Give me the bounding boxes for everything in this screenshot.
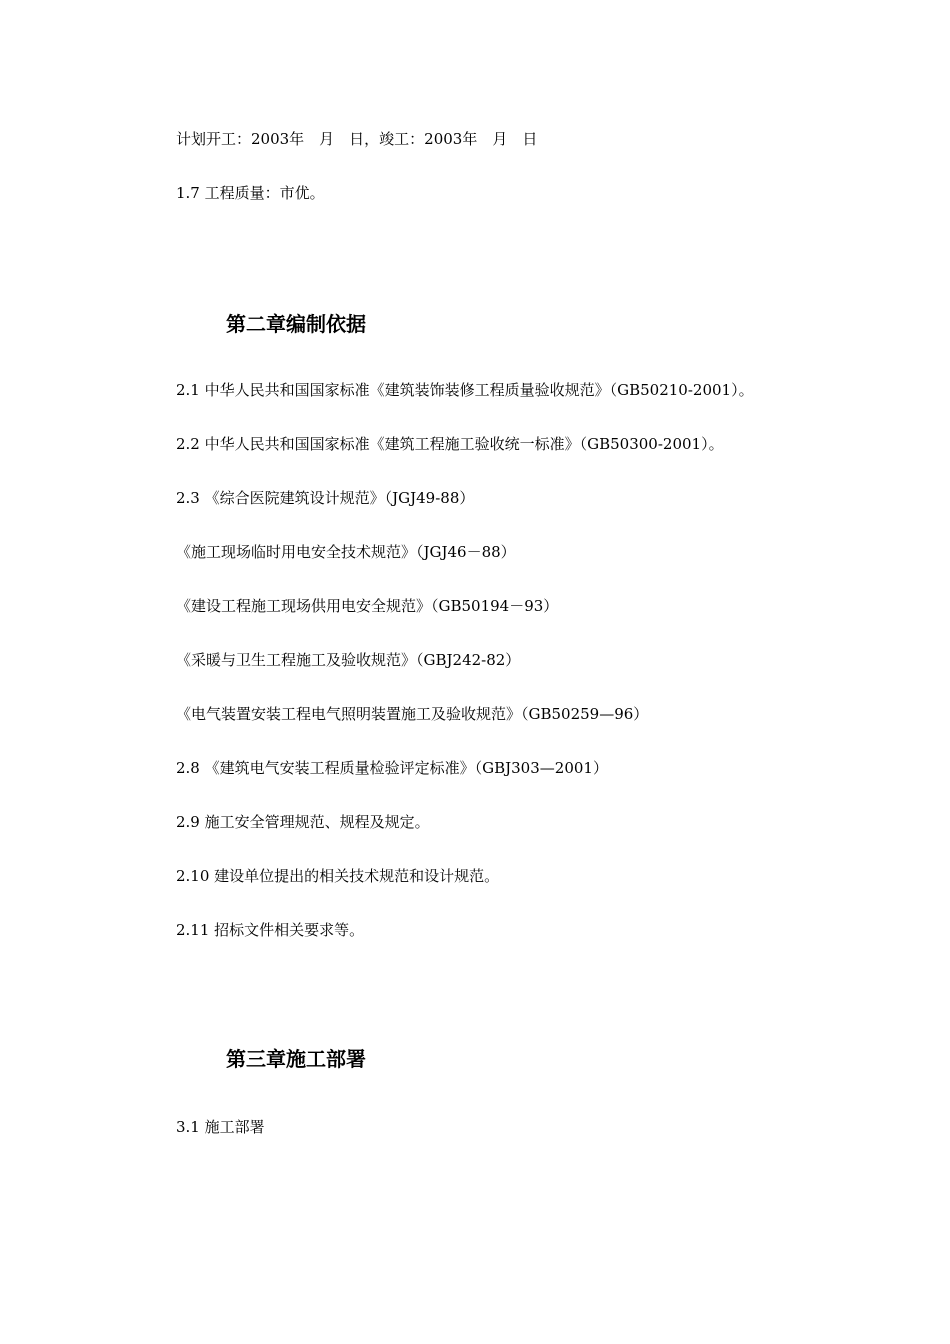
quality-line: 1.7 工程质量：市优。: [176, 184, 325, 202]
chapter-2-heading: 第二章编制依据: [226, 312, 366, 336]
chapter-2-item: 《施工现场临时用电安全技术规范》（JGJ46－88）: [176, 543, 516, 561]
chapter-2-item: 2.9 施工安全管理规范、规程及规定。: [176, 813, 430, 831]
chapter-2-item: 2.11 招标文件相关要求等。: [176, 921, 365, 939]
chapter-2-item: 2.2 中华人民共和国国家标准《建筑工程施工验收统一标准》（GB50300-2001）。: [176, 435, 724, 453]
chapter-2-item: 2.3 《综合医院建筑设计规范》（JGJ49-88）: [176, 489, 475, 507]
chapter-2-item: 《建设工程施工现场供用电安全规范》（GB50194－93）: [176, 597, 559, 615]
chapter-3-item: 3.1 施工部署: [176, 1118, 265, 1136]
chapter-2-item: 2.10 建设单位提出的相关技术规范和设计规范。: [176, 867, 500, 885]
schedule-line: 计划开工：2003年 月 日，竣工：2003年 月 日: [176, 130, 538, 148]
chapter-2-item: 2.8 《建筑电气安装工程质量检验评定标准》（GBJ303—2001）: [176, 759, 608, 777]
chapter-2-item: 2.1 中华人民共和国国家标准《建筑装饰装修工程质量验收规范》（GB50210-2001）。: [176, 381, 754, 399]
chapter-3-heading: 第三章施工部署: [226, 1047, 366, 1071]
chapter-2-item: 《电气装置安装工程电气照明装置施工及验收规范》（GB50259—96）: [176, 705, 649, 723]
chapter-2-item: 《采暖与卫生工程施工及验收规范》（GBJ242-82）: [176, 651, 521, 669]
